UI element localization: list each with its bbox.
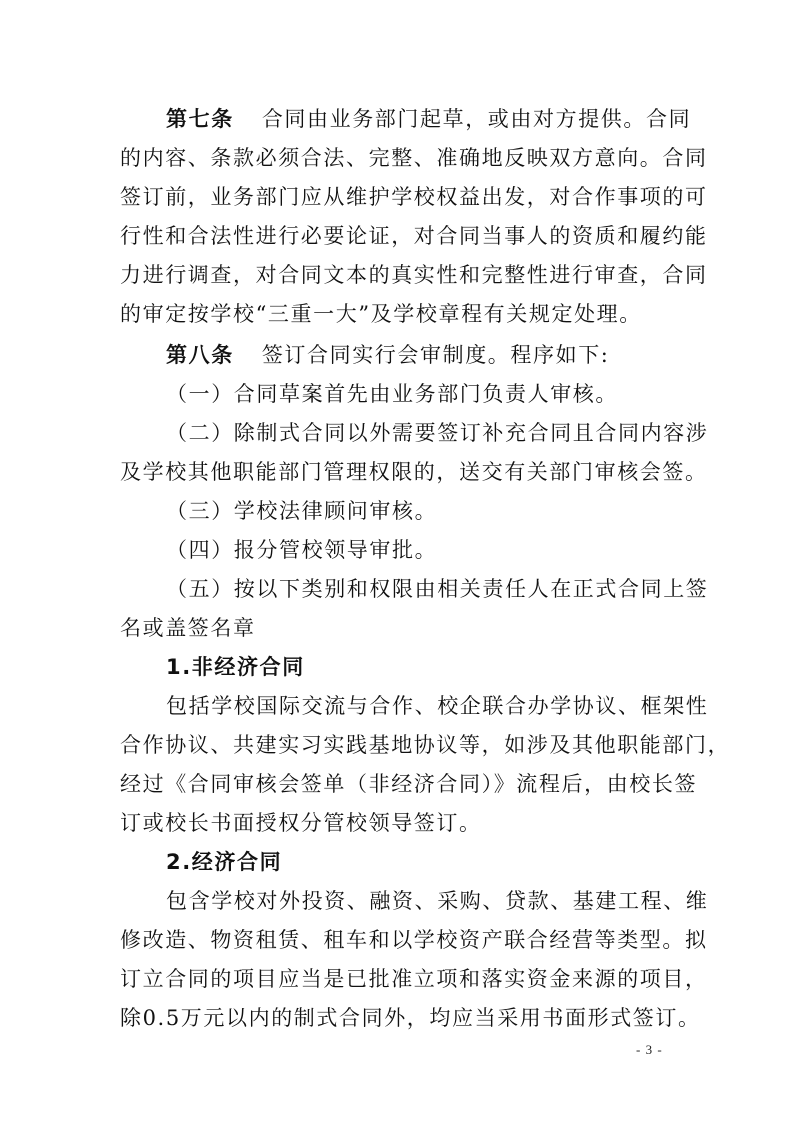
paragraph-line: 的审定按学校“三重一大”及学校章程有关规定处理。 [120, 302, 642, 326]
paragraph-line: 订或校长书面授权分管校领导签订。 [120, 811, 482, 835]
list-item-continuation: 及学校其他职能部门管理权限的，送交有关部门审核会签。 [120, 460, 708, 484]
paragraph-line: 签订前，业务部门应从维护学校权益出发，对合作事项的可 [120, 185, 708, 209]
paragraph-line: 力进行调查，对合同文本的真实性和完整性进行审查，合同 [120, 263, 708, 287]
list-item: （一）合同草案首先由业务部门负责人审核。 [166, 382, 618, 406]
list-item: （四）报分管校领导审批。 [166, 538, 438, 562]
article-7-first-line [166, 105, 692, 133]
paragraph-line: 经过《合同审核会签单（非经济合同）》流程后，由校长签 [120, 772, 698, 796]
paragraph-line: 包括学校国际交流与合作、校企联合办学协议、框架性 [166, 694, 709, 718]
paragraph-line: 包含学校对外投资、融资、采购、贷款、基建工程、维 [166, 889, 709, 913]
list-item: （五）按以下类别和权限由相关责任人在正式合同上签 [166, 577, 709, 601]
paragraph-line: 修改造、物资租赁、租车和以学校资产联合经营等类型。拟 [120, 928, 708, 952]
article-8-first-line [166, 341, 680, 369]
section-2-heading: 2.经济合同 [166, 850, 283, 874]
paragraph-line: 除0.5万元以内的制式合同外，均应当采用书面形式签订。 [120, 1006, 701, 1030]
paragraph-line: 签订合同实行会审制度。程序如下: [261, 343, 610, 367]
list-item: （三）学校法律顾问审核。 [166, 499, 438, 523]
paragraph-line: 行性和合法性进行必要论证，对合同当事人的资质和履约能 [120, 224, 708, 248]
paragraph-line: 订立合同的项目应当是已批准立项和落实资金来源的项目， [120, 967, 708, 991]
page-number: - 3 - [636, 1042, 663, 1057]
paragraph-line: 合同由业务部门起草，或由对方提供。合同 [261, 107, 692, 131]
list-item: （二）除制式合同以外需要签订补充合同且合同内容涉 [166, 421, 709, 445]
paragraph-line: 合作协议、共建实习实践基地协议等，如涉及其他职能部门， [120, 733, 731, 757]
section-1-heading: 1.非经济合同 [166, 655, 305, 679]
list-item-continuation: 名或盖签名章 [120, 616, 256, 640]
article-7-title: 第七条 [166, 107, 234, 131]
paragraph-line: 的内容、条款必须合法、完整、准确地反映双方意向。合同 [120, 146, 708, 170]
article-8-title: 第八条 [166, 343, 234, 367]
